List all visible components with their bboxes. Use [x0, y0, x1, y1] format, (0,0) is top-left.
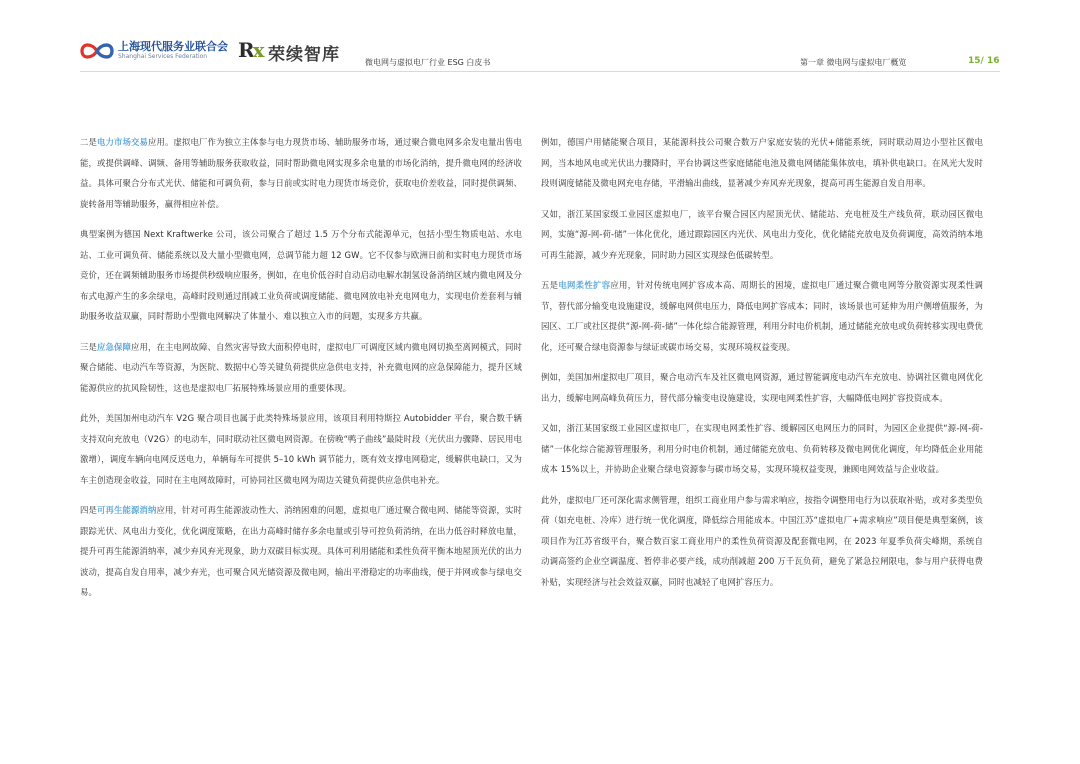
paragraph: [541, 490, 983, 593]
paragraph-text: 应用，针对可再生能源波动性大、消纳困难的问题，虚拟电厂通过聚合微电网、储能等资源，实时跟踪光伏、风电出力变化，优化调度策略，在出力高峰时储存多余电量或引导可控负荷消纳，在出力低谷时释放电量，提升可再生能源消纳率，减少弃风弃光现象，助力双碳目标实现。具体可利用储能和柔性负荷平衡本地屋顶光伏的出力波动，提高自发自用率，减少弃光，也可聚合风光储资源及微电网，输出平滑稳定的功率曲线，便于并网或参与绿电交易。: [80, 505, 523, 597]
paragraph-text: 又如，浙江某国家级工业园区虚拟电厂，该平台聚合园区内屋顶光伏、储能站、充电桩及生产线负荷，联动园区微电网，实施“源-网-荷-储”一体化优化，通过跟踪园区内光伏、风电出力变化，优化储能充放电及负荷调度，高效消纳本地可再生能源，减少弃光现象，同时助力园区实现绿色低碳转型。: [541, 208, 983, 260]
highlight-term: 电力市场交易: [97, 137, 149, 147]
ssf-logo-icon: [80, 40, 114, 62]
page-number: 15/ 16: [968, 56, 1000, 66]
brand-name: 荣续智库: [268, 45, 340, 65]
paragraph-prefix: 五是: [541, 280, 559, 290]
paragraph-text: 应用，针对传统电网扩容成本高、周期长的困境，虚拟电厂通过聚合微电网等分散资源实现柔性调节，替代部分输变电设施建设，缓解电网供电压力，降低电网扩容成本；同时，该场景也可延伸为用户侧增值服务，为园区、工厂或社区提供“源-网-荷-储”一体化综合能源管理，利用分时电价机制，通过储能充放电或负荷转移实现电费优化，还可聚合绿电资源参与绿证或碳市场交易，实现环境权益变现。: [541, 280, 983, 352]
document-title: 微电网与虚拟电厂行业 ESG 白皮书: [365, 58, 491, 67]
left-column: [80, 132, 522, 613]
paragraph-text: 例如，美国加州虚拟电厂项目，聚合电动汽车及社区微电网资源，通过智能调度电动汽车充放电、协调社区微电网优化出力，缓解电网高峰负荷压力，替代部分输变电设施建设，实现电网柔性扩容，大幅降低电网扩容投资成本。: [541, 372, 983, 403]
paragraph: [80, 224, 522, 327]
paragraph-text: 例如，德国户用储能聚合项目，某能源科技公司聚合数万户家庭安装的光伏+储能系统，同时联动周边小型社区微电网，当本地风电或光伏出力骤降时，平台协调这些家庭储能电池及微电网储能集体放电，填补供电缺口。在风光大发时段则调度储能及微电网充电存储，平滑输出曲线，显著减少弃风弃光现象，提高可再生能源自发自用率。: [541, 137, 983, 188]
paragraph-text: 应用，在主电网故障、自然灾害导致大面积停电时，虚拟电厂可调度区域内微电网切换至离网模式，同时聚合储能、电动汽车等资源，为医院、数据中心等关键负荷提供应急供电支持，补充微电网的应急保障能力，提升区域能源供应的抗风险韧性，这也是虚拟电厂拓展特殊场景应用的重要体现。: [80, 341, 523, 393]
header-divider: [80, 71, 1000, 72]
page-header: [0, 0, 1080, 80]
paragraph: [541, 275, 983, 357]
paragraph: [80, 132, 522, 214]
paragraph: [541, 204, 983, 266]
paragraph-prefix: 三是: [80, 341, 98, 352]
paragraph: [541, 132, 983, 194]
ssf-logo: [80, 36, 230, 66]
right-column: [541, 132, 983, 602]
paragraph-text: 此外，虚拟电厂还可深化需求侧管理，组织工商业用户参与需求响应，按指令调整用电行为以获取补贴，或对多类型负荷（如充电桩、冷库）进行统一优化调度，降低综合用能成本。中国江苏“虚拟电厂+需求响应”项目便是典型案例，该项目作为江苏省级平台，聚合数百家工商业用户的柔性负荷资源及配套微电网，在 2023 年夏季负荷尖峰期，系统自动调高签约企业空调温度、暂停非必要产线，成功削减超 200 万千瓦负荷，避免了紧急拉闸限电，参与用户获得电费补贴，实现经济与社会效益双赢，同时也减轻了电网扩容压力。: [541, 494, 983, 587]
paragraph-text: 此外，美国加州电动汽车 V2G 聚合项目也属于此类特殊场景应用，该项目利用特斯拉 Autobidder 平台，聚合数千辆支持双向充放电（V2G）的电动车，同时联动社区微电网资源。在傍晚“鸭子曲线”最陡时段（光伏出力骤降、居民用电激增），调度车辆向电网反送电力，单辆每车可提供 5–10 kWh 调节能力，既有效支撑电网稳定，缓解供电缺口，又为车主创造现金收益，同时在主电网故障时，可协同社区微电网为周边关键负荷提供应急供电补充。: [80, 413, 522, 485]
chapter-title: 第一章 微电网与虚拟电厂概览: [800, 58, 907, 67]
paragraph-prefix: 二是: [80, 137, 98, 147]
org-name-en: Shanghai Services Federation: [118, 53, 208, 60]
highlight-term: 电网柔性扩容: [558, 280, 611, 290]
paragraph-text: 又如，浙江某国家级工业园区虚拟电厂，在实现电网柔性扩容、缓解园区电网压力的同时，为园区企业提供“源-网-荷-储”一体化综合能源管理服务，利用分时电价机制，通过储能充放电、负荷转移及微电网优化调度，年均降低企业用能成本 15%以上，并协助企业聚合绿电资源参与碳市场交易，实现环境权益变现，兼顾电网效益与企业收益。: [541, 423, 983, 474]
paragraph: [80, 337, 522, 399]
org-name: 上海现代服务业联合会: [118, 40, 228, 53]
paragraph: [80, 500, 522, 603]
paragraph: [541, 418, 983, 480]
paragraph-text: 应用。虚拟电厂作为独立主体参与电力现货市场、辅助服务市场，通过聚合微电网多余发电量出售电能，或提供调峰、调频、备用等辅助服务获取收益，同时帮助微电网实现多余电量的市场化消纳，提升微电网的经济收益。具体可聚合分布式光伏、储能和可调负荷，参与日前或实时电力现货市场竞价，获取电价差收益，同时提供调频、旋转备用等辅助服务，赢得相应补偿。: [80, 137, 523, 209]
paragraph-prefix: 四是: [80, 505, 98, 515]
rx-logo-icon: Rx: [238, 38, 263, 62]
paragraph: [80, 408, 522, 490]
paragraph: [541, 367, 983, 408]
paragraph-text: 典型案例为德国 Next Kraftwerke 公司，该公司聚合了超过 1.5 万个分布式能源单元，包括小型生物质电站、水电站、工业可调负荷、储能系统以及大量小型微电网，总调节能力超 12 GW。它不仅参与欧洲日前和实时电力现货市场竞价，还在调频辅助服务市场提供秒级响应服务，例如，在电价低谷时自动启动电解水制氢设备消纳区域内微电网及分布式电源产生的多余绿电，高峰时段则通过削减工业负荷或调度储能、微电网放电补充电网电力，实现电价差套利与辅助服务收益双赢，同时帮助小型微电网解决了体量小、难以独立入市的问题，实现多方共赢。: [80, 229, 522, 321]
highlight-term: 应急保障: [97, 341, 132, 352]
highlight-term: 可再生能源消纳: [97, 505, 157, 515]
